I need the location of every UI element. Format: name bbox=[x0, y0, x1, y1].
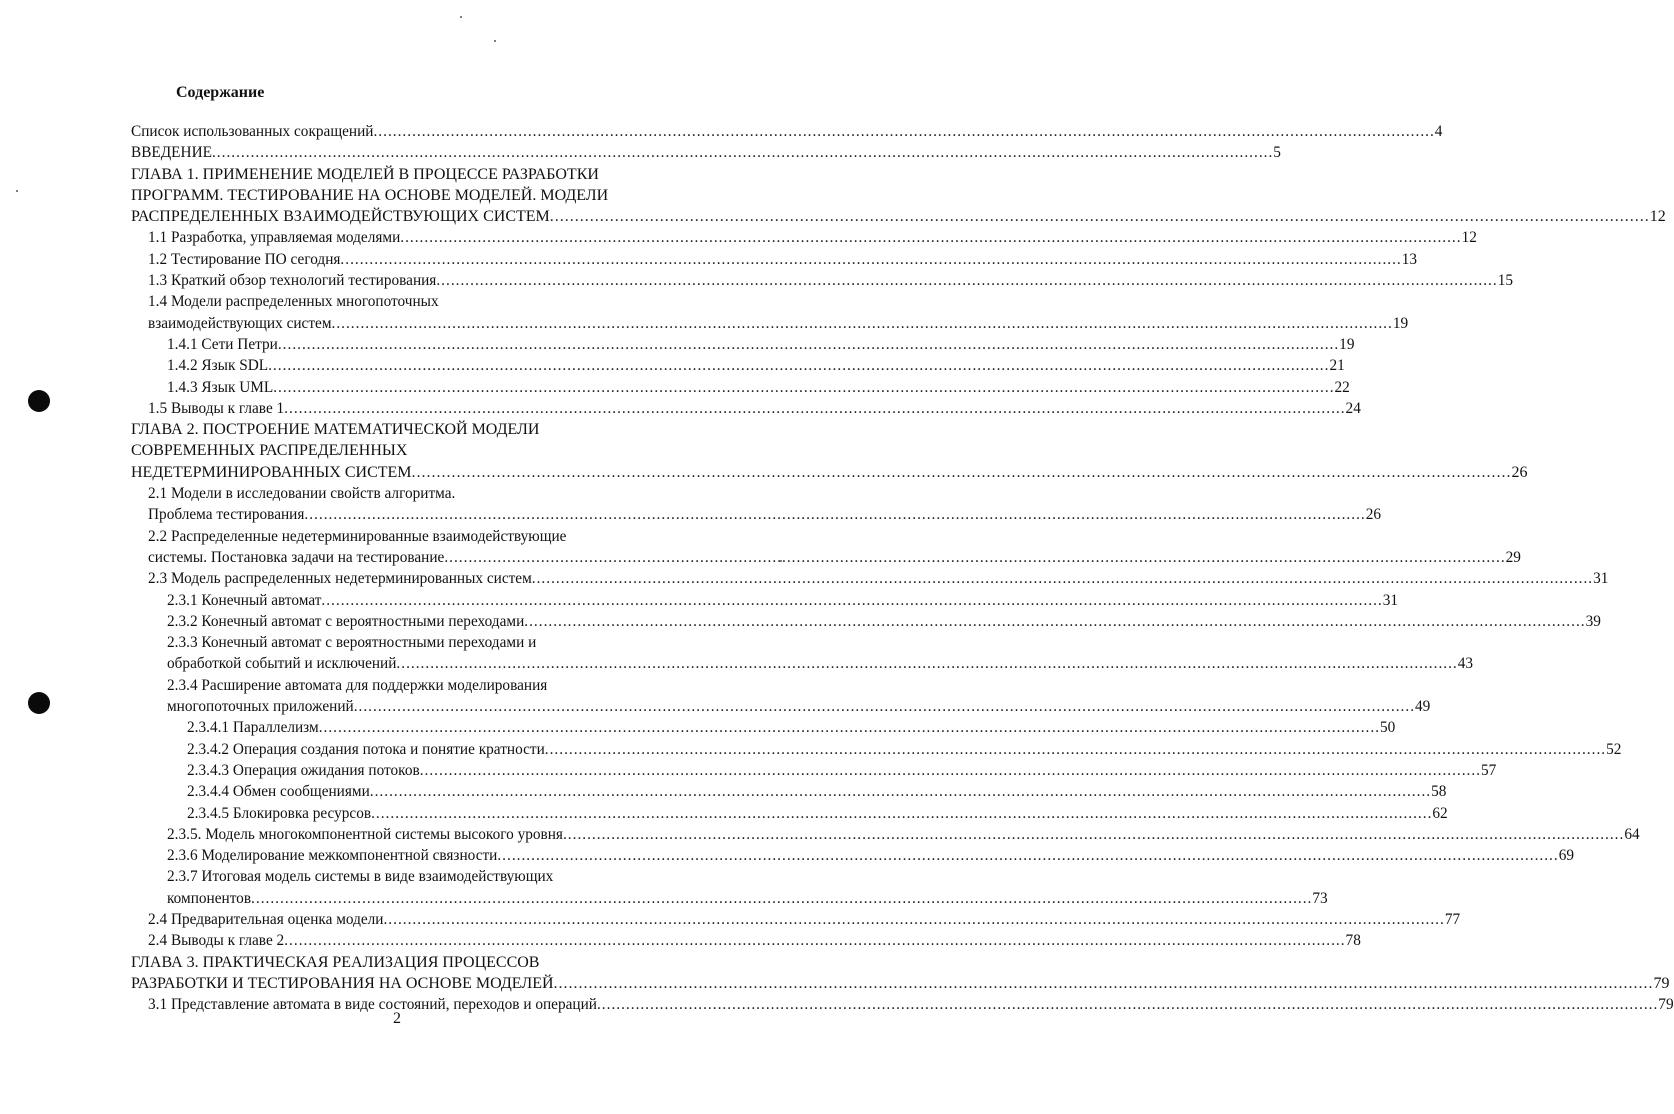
punch-hole bbox=[28, 390, 50, 412]
toc-entry-page: 22 bbox=[1334, 378, 1350, 396]
toc-leader-dots: ............................................................................................................................................................................................................................ bbox=[353, 698, 1416, 716]
toc-leader-dots: ............................................................................................................................................................................................................................ bbox=[400, 229, 1462, 247]
toc-leader-dots: ............................................................................................................................................................................................................................ bbox=[211, 144, 1274, 162]
toc-entry-title: 1.1 Разработка, управляемая моделями bbox=[148, 229, 401, 247]
toc-entry-page: 49 bbox=[1415, 698, 1431, 716]
toc-leader-dots: ............................................................................................................................................................................................................................ bbox=[436, 272, 1498, 290]
toc-leader-dots: ............................................................................................................................................................................................................................ bbox=[321, 591, 1383, 609]
toc-entry-title: 2.3.6 Моделирование межкомпонентной связности bbox=[167, 847, 498, 865]
toc-entry-title: ВВЕДЕНИЕ bbox=[131, 144, 212, 162]
toc-leader-dots: ............................................................................................................................................................................................................................ bbox=[277, 335, 1340, 353]
toc-entry-page: 19 bbox=[1392, 314, 1409, 332]
toc-entry-title: компонентов bbox=[167, 889, 252, 907]
toc-entry-title: 1.4 Модели распределенных многопоточных bbox=[148, 293, 439, 311]
toc-entry-title: НЕДЕТЕРМИНИРОВАННЫХ СИСТЕМ bbox=[131, 463, 412, 481]
toc-entry bbox=[131, 590, 1399, 611]
toc-leader-dots: ............................................................................................................................................................................................................................ bbox=[383, 910, 1445, 928]
toc-leader-dots: ............................................................................................................................................................................................................................ bbox=[273, 378, 1335, 396]
toc-entry-title: ГЛАВА 3. ПРАКТИЧЕСКАЯ РЕАЛИЗАЦИЯ ПРОЦЕССОВ bbox=[131, 953, 540, 971]
toc-entry-title: ГЛАВА 2. ПОСТРОЕНИЕ МАТЕМАТИЧЕСКОЙ МОДЕЛИ bbox=[131, 421, 540, 439]
toc-entry-title: 1.5 Выводы к главе 1 bbox=[148, 399, 285, 417]
toc-leader-dots: ............................................................................................................................................................................................................................ bbox=[396, 655, 1458, 673]
toc-entry-title: 3.1 Представление автомата в виде состояний, переходов и операций bbox=[148, 996, 597, 1014]
toc-entry bbox=[131, 142, 1281, 163]
toc-entry-page: 64 bbox=[1624, 825, 1640, 843]
toc-entry-page: 52 bbox=[1606, 740, 1622, 758]
toc-leader-dots: ............................................................................................................................................................................................................................ bbox=[419, 761, 1482, 779]
toc-entry-page: 73 bbox=[1312, 889, 1328, 907]
toc-entry-page: 19 bbox=[1339, 335, 1355, 353]
toc-entry-title: 2.2 Распределенные недетерминированные взаимодействующие bbox=[148, 527, 567, 545]
toc-leader-dots: ............................................................................................................................................................................................................................ bbox=[444, 548, 1506, 566]
toc-entry bbox=[131, 206, 1666, 227]
toc-entry-page: 62 bbox=[1432, 804, 1448, 822]
toc-entry bbox=[131, 803, 1448, 824]
toc-leader-dots: ............................................................................................................................................................................................................................ bbox=[371, 804, 1433, 822]
toc-entry bbox=[131, 547, 1521, 568]
toc-entry-page: 15 bbox=[1497, 272, 1513, 290]
toc-entry bbox=[131, 462, 1528, 483]
toc-leader-dots: ............................................................................................................................................................................................................................ bbox=[331, 314, 1393, 332]
toc-entry-page: 26 bbox=[1511, 463, 1528, 481]
page-title: Содержание bbox=[176, 84, 265, 101]
toc-entry-title: 1.4.2 Язык SDL bbox=[167, 357, 269, 375]
toc-entry bbox=[131, 313, 1409, 334]
toc-entry-title: Список использованных сокращений bbox=[131, 123, 374, 140]
toc-leader-dots: ............................................................................................................................................................................................................................ bbox=[340, 250, 1402, 268]
toc-entry-page: 77 bbox=[1444, 910, 1461, 928]
scan-speck bbox=[494, 40, 496, 42]
toc-entry-page: 79 bbox=[1658, 996, 1674, 1014]
toc-entry-title: 2.3.4.5 Блокировка ресурсов bbox=[187, 804, 372, 822]
toc-entry bbox=[131, 888, 1328, 909]
toc-leader-dots: ............................................................................................................................................................................................................................ bbox=[411, 463, 1512, 481]
toc-leader-dots: ............................................................................................................................................................................................................................ bbox=[549, 208, 1650, 226]
toc-entry-page: 31 bbox=[1593, 570, 1609, 588]
toc-entry bbox=[131, 760, 1497, 781]
toc-entry-page: 43 bbox=[1457, 655, 1474, 673]
toc-entry-title: 2.3.4.2 Операция создания потока и понятие кратности bbox=[187, 740, 545, 758]
toc-entry-title: 2.3.5. Модель многокомпонентной системы высокого уровня bbox=[167, 825, 563, 843]
toc-entry bbox=[131, 952, 735, 973]
toc-entry-title: 1.2 Тестирование ПО сегодня bbox=[148, 250, 341, 268]
toc-entry-page: 21 bbox=[1329, 357, 1345, 375]
toc-leader-dots: ............................................................................................................................................................................................................................ bbox=[562, 825, 1625, 843]
toc-entry-page: 4 bbox=[1434, 123, 1443, 140]
toc-entry-page: 58 bbox=[1431, 783, 1447, 801]
toc-entry-title: СОВРЕМЕННЫХ РАСПРЕДЕЛЕННЫХ bbox=[131, 442, 408, 460]
toc-entry-title: 2.3.1 Конечный автомат bbox=[167, 591, 322, 609]
toc-entry bbox=[131, 909, 1461, 930]
toc-leader-dots: ............................................................................................................................................................................................................................ bbox=[369, 783, 1432, 801]
toc-entry bbox=[131, 866, 735, 887]
toc-entry-title: многопоточных приложений bbox=[167, 698, 354, 716]
toc-entry-page: 39 bbox=[1585, 612, 1601, 630]
toc-entry-title: 2.4 Выводы к главе 2 bbox=[148, 932, 285, 950]
toc-entry-page: 50 bbox=[1380, 719, 1396, 737]
toc-entry bbox=[131, 845, 1574, 866]
toc-entry-page: 12 bbox=[1649, 208, 1666, 226]
toc-entry-title: 1.4.3 Язык UML bbox=[167, 378, 274, 396]
toc-entry-title: РАСПРЕДЕЛЕННЫХ ВЗАИМОДЕЙСТВУЮЩИХ СИСТЕМ bbox=[131, 208, 550, 226]
toc-entry bbox=[131, 717, 1396, 738]
punch-hole bbox=[28, 692, 50, 714]
toc-entry-title: РАЗРАБОТКИ И ТЕСТИРОВАНИЯ НА ОСНОВЕ МОДЕЛЕЙ bbox=[131, 974, 554, 992]
toc-entry-page: 78 bbox=[1345, 932, 1361, 950]
toc-entry bbox=[131, 632, 735, 653]
toc-leader-dots: ............................................................................................................................................................................................................................ bbox=[596, 996, 1659, 1014]
toc-entry-title: 1.4.1 Сети Петри bbox=[167, 335, 278, 353]
toc-entry bbox=[131, 334, 1355, 355]
toc-entry-page: 57 bbox=[1481, 761, 1497, 779]
toc-leader-dots: ............................................................................................................................................................................................................................ bbox=[553, 974, 1654, 992]
toc-entry bbox=[131, 419, 735, 440]
toc-entry-title: 2.3 Модель распределенных недетерминированных систем bbox=[148, 570, 532, 588]
toc-entry-title: ПРОГРАММ. ТЕСТИРОВАНИЕ НА ОСНОВЕ МОДЕЛЕЙ. МОДЕЛИ bbox=[131, 186, 609, 204]
toc-entry bbox=[131, 526, 735, 547]
toc-entry bbox=[131, 121, 1443, 142]
toc-leader-dots: ............................................................................................................................................................................................................................ bbox=[268, 357, 1330, 375]
toc-entry bbox=[131, 824, 1640, 845]
toc-entry bbox=[131, 504, 1382, 525]
toc-entry bbox=[131, 653, 1474, 674]
page-number: 2 bbox=[393, 1010, 401, 1027]
toc-entry bbox=[131, 185, 735, 206]
table-of-contents bbox=[131, 121, 1674, 1015]
toc-leader-dots: ............................................................................................................................................................................................................................ bbox=[284, 399, 1346, 417]
toc-entry bbox=[131, 781, 1447, 802]
toc-entry-title: 2.3.7 Итоговая модель системы в виде взаимодействующих bbox=[167, 868, 554, 886]
toc-entry-page: 31 bbox=[1382, 591, 1399, 609]
toc-entry-title: 2.3.4.4 Обмен сообщениями bbox=[187, 783, 370, 801]
scan-speck bbox=[16, 190, 18, 192]
toc-entry-page: 24 bbox=[1345, 399, 1361, 417]
toc-entry bbox=[131, 227, 1477, 248]
toc-entry bbox=[131, 611, 1601, 632]
toc-entry bbox=[131, 249, 1418, 270]
toc-entry-title: 2.3.4 Расширение автомата для поддержки моделирования bbox=[167, 676, 548, 694]
toc-entry bbox=[131, 930, 1361, 951]
toc-entry-title: взаимодействующих систем bbox=[148, 314, 332, 332]
toc-leader-dots: ............................................................................................................................................................................................................................ bbox=[251, 889, 1313, 907]
toc-entry bbox=[131, 164, 735, 185]
toc-leader-dots: ............................................................................................................................................................................................................................ bbox=[497, 847, 1559, 865]
toc-entry bbox=[131, 675, 735, 696]
toc-entry bbox=[131, 973, 1670, 994]
toc-leader-dots: ............................................................................................................................................................................................................................ bbox=[531, 570, 1594, 588]
scan-speck bbox=[460, 16, 462, 18]
toc-entry bbox=[131, 355, 1345, 376]
toc-entry-title: 2.1 Модели в исследовании свойств алгоритма. bbox=[148, 485, 456, 503]
toc-entry-page: 26 bbox=[1365, 506, 1382, 524]
toc-entry-page: 29 bbox=[1505, 548, 1521, 566]
toc-entry bbox=[131, 377, 1350, 398]
toc-leader-dots: ............................................................................................................................................................................................................................ bbox=[318, 719, 1381, 737]
toc-entry-page: 5 bbox=[1273, 144, 1281, 162]
toc-entry-page: 79 bbox=[1653, 974, 1670, 992]
toc-entry bbox=[131, 483, 735, 504]
toc-entry bbox=[131, 270, 1513, 291]
toc-entry bbox=[131, 568, 1609, 589]
toc-leader-dots: ............................................................................................................................................................................................................................ bbox=[524, 612, 1586, 630]
toc-entry bbox=[131, 696, 1431, 717]
toc-entry bbox=[131, 291, 735, 312]
toc-leader-dots: ............................................................................................................................................................................................................................ bbox=[544, 740, 1607, 758]
toc-entry-title: системы. Постановка задачи на тестирование bbox=[148, 548, 445, 566]
toc-entry bbox=[131, 440, 735, 461]
toc-entry-title: ГЛАВА 1. ПРИМЕНЕНИЕ МОДЕЛЕЙ В ПРОЦЕССЕ РАЗРАБОТКИ bbox=[131, 165, 599, 183]
toc-entry bbox=[131, 398, 1361, 419]
toc-leader-dots: ............................................................................................................................................................................................................................ bbox=[284, 932, 1346, 950]
toc-entry-title: 2.4 Предварительная оценка модели bbox=[148, 910, 384, 928]
toc-entry-page: 12 bbox=[1461, 229, 1477, 247]
toc-leader-dots: ............................................................................................................................................................................................................................ bbox=[304, 506, 1366, 524]
toc-leader-dots: ............................................................................................................................................................................................................................ bbox=[373, 123, 1435, 140]
toc-entry-title: 1.3 Краткий обзор технологий тестирования bbox=[148, 272, 437, 290]
toc-entry-title: обработкой событий и исключений bbox=[167, 655, 397, 673]
toc-entry-title: 2.3.2 Конечный автомат с вероятностными переходами bbox=[167, 612, 525, 630]
toc-entry-title: 2.3.4.3 Операция ожидания потоков bbox=[187, 761, 420, 779]
toc-entry-page: 13 bbox=[1401, 250, 1418, 268]
toc-entry-title: 2.3.3 Конечный автомат с вероятностными переходами и bbox=[167, 634, 537, 652]
toc-entry-title: 2.3.4.1 Параллелизм bbox=[187, 719, 319, 737]
toc-entry-page: 69 bbox=[1558, 847, 1574, 865]
toc-entry-title: Проблема тестирования bbox=[148, 506, 305, 524]
toc-entry bbox=[131, 739, 1622, 760]
